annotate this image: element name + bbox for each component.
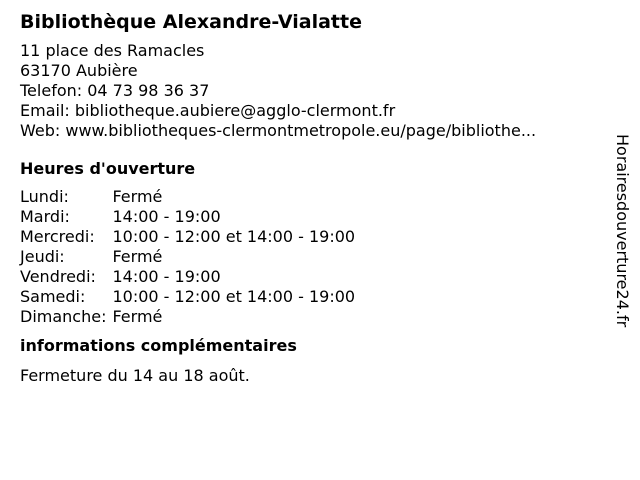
day-hours: 10:00 - 12:00 et 14:00 - 19:00 — [112, 227, 356, 246]
hours-row — [20, 287, 355, 307]
page-title: Bibliothèque Alexandre-Vialatte — [20, 11, 362, 33]
additional-info-heading: informations complémentaires — [20, 336, 297, 355]
phone-line: Telefon: 04 73 98 36 37 — [20, 81, 210, 100]
day-hours: Fermé — [112, 247, 163, 266]
additional-info-text: Fermeture du 14 au 18 août. — [20, 366, 250, 385]
hours-row — [20, 227, 355, 247]
day-hours: 10:00 - 12:00 et 14:00 - 19:00 — [112, 287, 356, 306]
day-label: Jeudi: — [20, 247, 65, 266]
address-block — [20, 41, 600, 141]
hours-row — [20, 267, 355, 287]
site-brand-label: Horairesdouverture24.fr — [613, 134, 632, 328]
day-hours: 14:00 - 19:00 — [112, 267, 221, 286]
day-label: Mardi: — [20, 207, 70, 226]
hours-row — [20, 207, 355, 227]
day-hours: 14:00 - 19:00 — [112, 207, 221, 226]
hours-row — [20, 307, 355, 327]
day-label: Vendredi: — [20, 267, 96, 286]
day-label: Lundi: — [20, 187, 69, 206]
address-street: 11 place des Ramacles — [20, 41, 205, 60]
opening-hours-heading: Heures d'ouverture — [20, 159, 196, 178]
hours-row — [20, 187, 355, 207]
day-hours: Fermé — [112, 307, 163, 326]
day-label: Samedi: — [20, 287, 86, 306]
day-label: Dimanche: — [20, 307, 107, 326]
web-line: Web: www.bibliotheques-clermontmetropole.eu/page/bibliothe... — [20, 121, 537, 140]
day-label: Mercredi: — [20, 227, 95, 246]
library-card — [20, 10, 600, 386]
email-line: Email: bibliotheque.aubiere@agglo-clermont.fr — [20, 101, 396, 120]
address-city: 63170 Aubière — [20, 61, 138, 80]
opening-hours-table — [20, 187, 355, 327]
hours-row — [20, 247, 355, 267]
day-hours: Fermé — [112, 187, 163, 206]
